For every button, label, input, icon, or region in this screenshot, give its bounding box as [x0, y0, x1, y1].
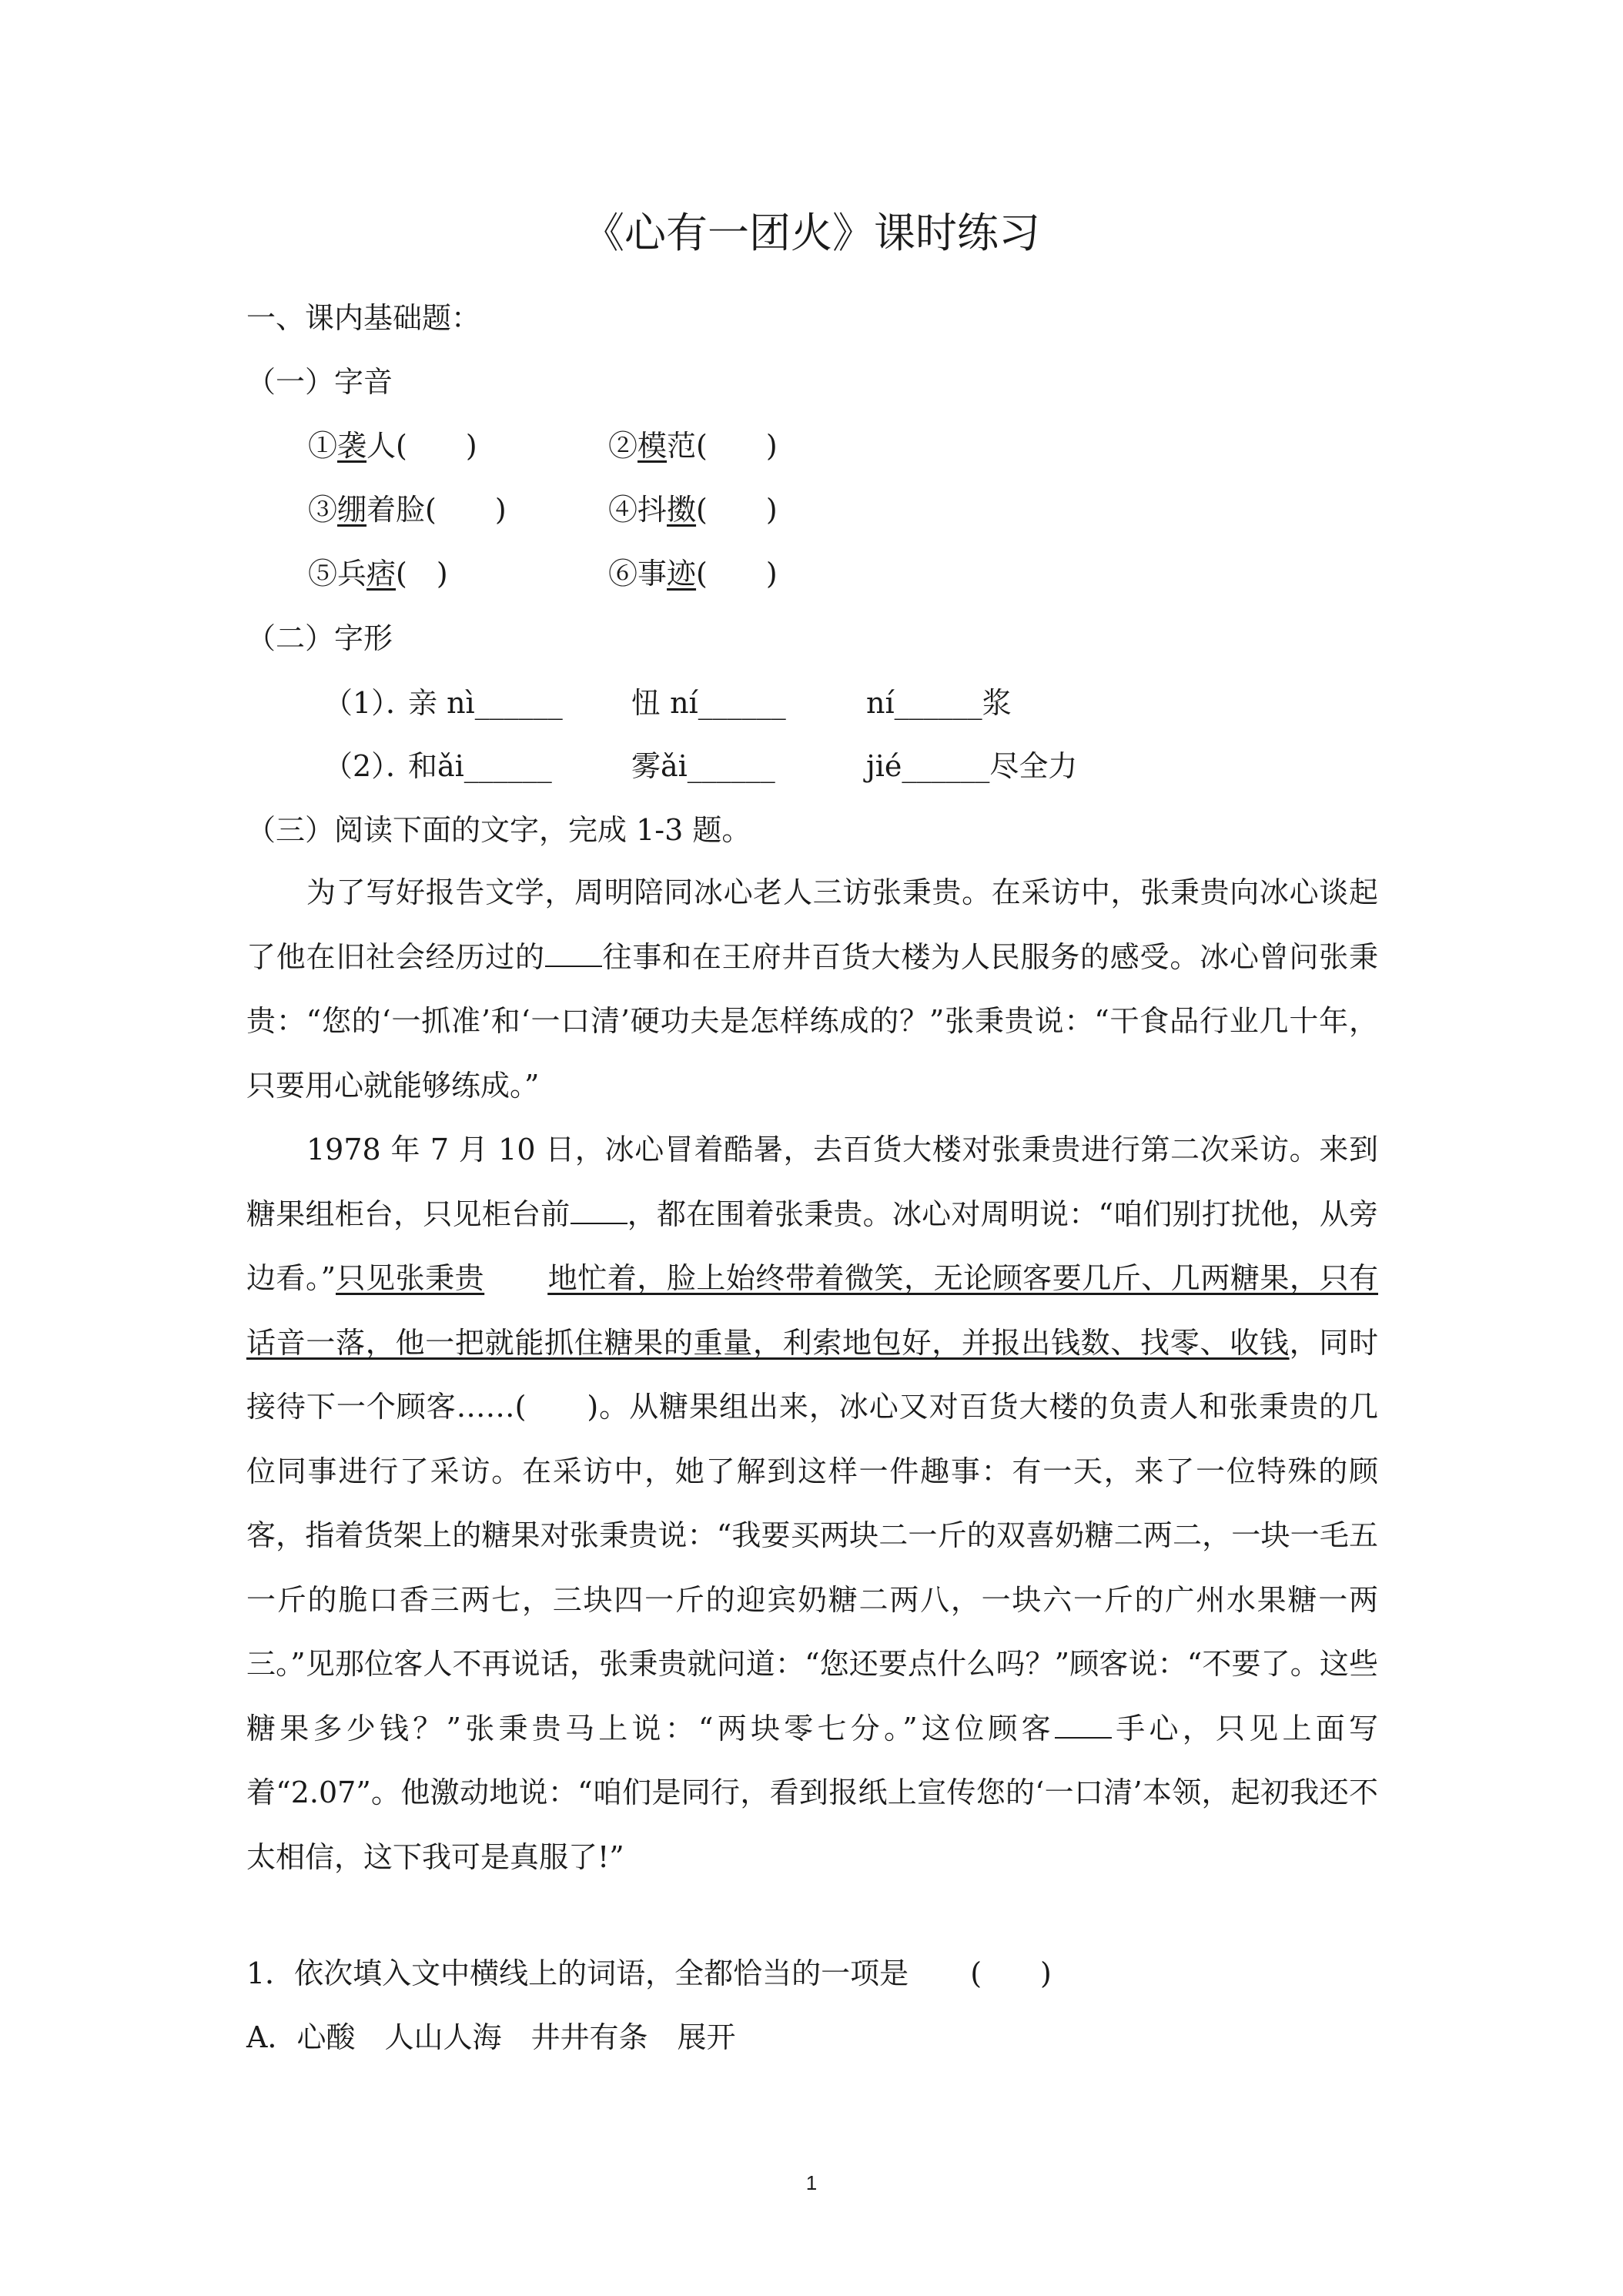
question-1-option-a: A．心酸 人山人海 井井有条 展开: [246, 2020, 736, 2054]
glyph-row2-c: jié______尽全力: [866, 749, 1078, 783]
part3-heading: （三）阅读下面的文字，完成 1-3 题。: [246, 813, 751, 847]
fill-blank: [545, 939, 602, 967]
passage-paragraph-2: 1978 年 7 月 10 日，冰心冒着酷暑，去百货大楼对张秉贵进行第二次采访。来到糖果组柜台，只见柜台前 ，都在围着张秉贵。冰心对周明说：“咱们别打扰他，从旁边看。”只见张秉贵 地忙着，脸上始终带着微笑，无论顾客要几斤、几两糖果，只有话音一落，他一把就能抓住糖果的重量，利索地包好，并报出钱数、找零、收钱，同时接待下一个顾客……( )。从糖果组出来，冰心又对百货大楼的负责人和张秉贵的几位同事进行了采访。在采访中，她了解到这样一件趣事：有一天，来了一位特殊的顾客，指着货架上的糖果对张秉贵说：“我要买两块二一斤的双喜奶糖二两二，一块一毛五一斤的脆口香三两七，三块四一斤的迎宾奶糖二两八，一块六一斤的广州水果糖一两三。”见那位客人不再说话，张秉贵就问道：“您还要点什么吗？”顾客说：“不要了。这些糖果多少钱？”张秉贵马上说：“两块零七分。”这位顾客 手心，只见上面写着“2.07”。他激动地说：“咱们是同行，看到报纸上宣传您的‘一口清’本领，起初我还不太相信，这下我可是真服了!”: [246, 1133, 1378, 1874]
passage-paragraph-1: 为了写好报告文学，周明陪同冰心老人三访张秉贵。在采访中，张秉贵向冰心谈起了他在旧社会经历过的 往事和在王府井百货大楼为人民服务的感受。冰心曾问张秉贵：“您的‘一抓准’和‘一口清’硬功夫是怎样练成的？”张秉贵说：“干食品行业几十年，只要用心就能够练成。”: [246, 875, 1378, 1103]
pinyin-item-1: ①袭人( ): [308, 429, 477, 463]
answer-paren: ( ): [970, 1956, 1052, 1990]
fill-blank: [571, 1197, 627, 1224]
glyph-row1-c: ní______浆: [866, 686, 1012, 720]
glyph-row1-label: （1）．: [323, 686, 416, 720]
part2-heading: （二）字形: [246, 621, 393, 655]
glyph-row2-a: 和ǎi______: [408, 749, 552, 783]
glyph-row1-b: 忸 ní______: [631, 686, 786, 720]
pinyin-item-3: ③绷着脸( ): [308, 493, 507, 527]
underlined-char: 袭: [337, 429, 367, 463]
underlined-char: 痞: [366, 557, 397, 591]
underlined-char: 模: [637, 429, 668, 463]
page-title: 《心有一团火》课时练习: [583, 209, 1040, 257]
pinyin-item-2: ②模范( ): [608, 429, 778, 463]
underlined-char: 迹: [667, 557, 697, 591]
page-number: 1: [805, 2171, 818, 2194]
pinyin-item-4: ④抖擞( ): [608, 493, 778, 527]
fill-blank: [1055, 1711, 1112, 1739]
glyph-row2-b: 雾ǎi______: [631, 749, 775, 783]
pinyin-item-5: ⑤兵痞( ): [308, 557, 448, 591]
section-heading: 一、课内基础题：: [246, 301, 481, 335]
underlined-char: 擞: [667, 493, 697, 527]
question-1-stem: 1．依次填入文中横线上的词语，全都恰当的一项是 ( ): [246, 1956, 1052, 1990]
part1-heading: （一）字音: [246, 365, 393, 399]
pinyin-item-6: ⑥事迹( ): [608, 557, 778, 591]
underlined-char: 绷: [337, 493, 367, 527]
underlined-passage: 只见张秉贵 地忙着，脸上始终带着微笑，无论顾客要几斤、几两糖果，只有话音一落，他一把就能抓住糖果的重量，利索地包好，并报出钱数、找零、收钱: [246, 1261, 1378, 1360]
glyph-row2-label: （2）．: [323, 749, 416, 783]
glyph-row1-a: 亲 nì______: [408, 686, 563, 720]
